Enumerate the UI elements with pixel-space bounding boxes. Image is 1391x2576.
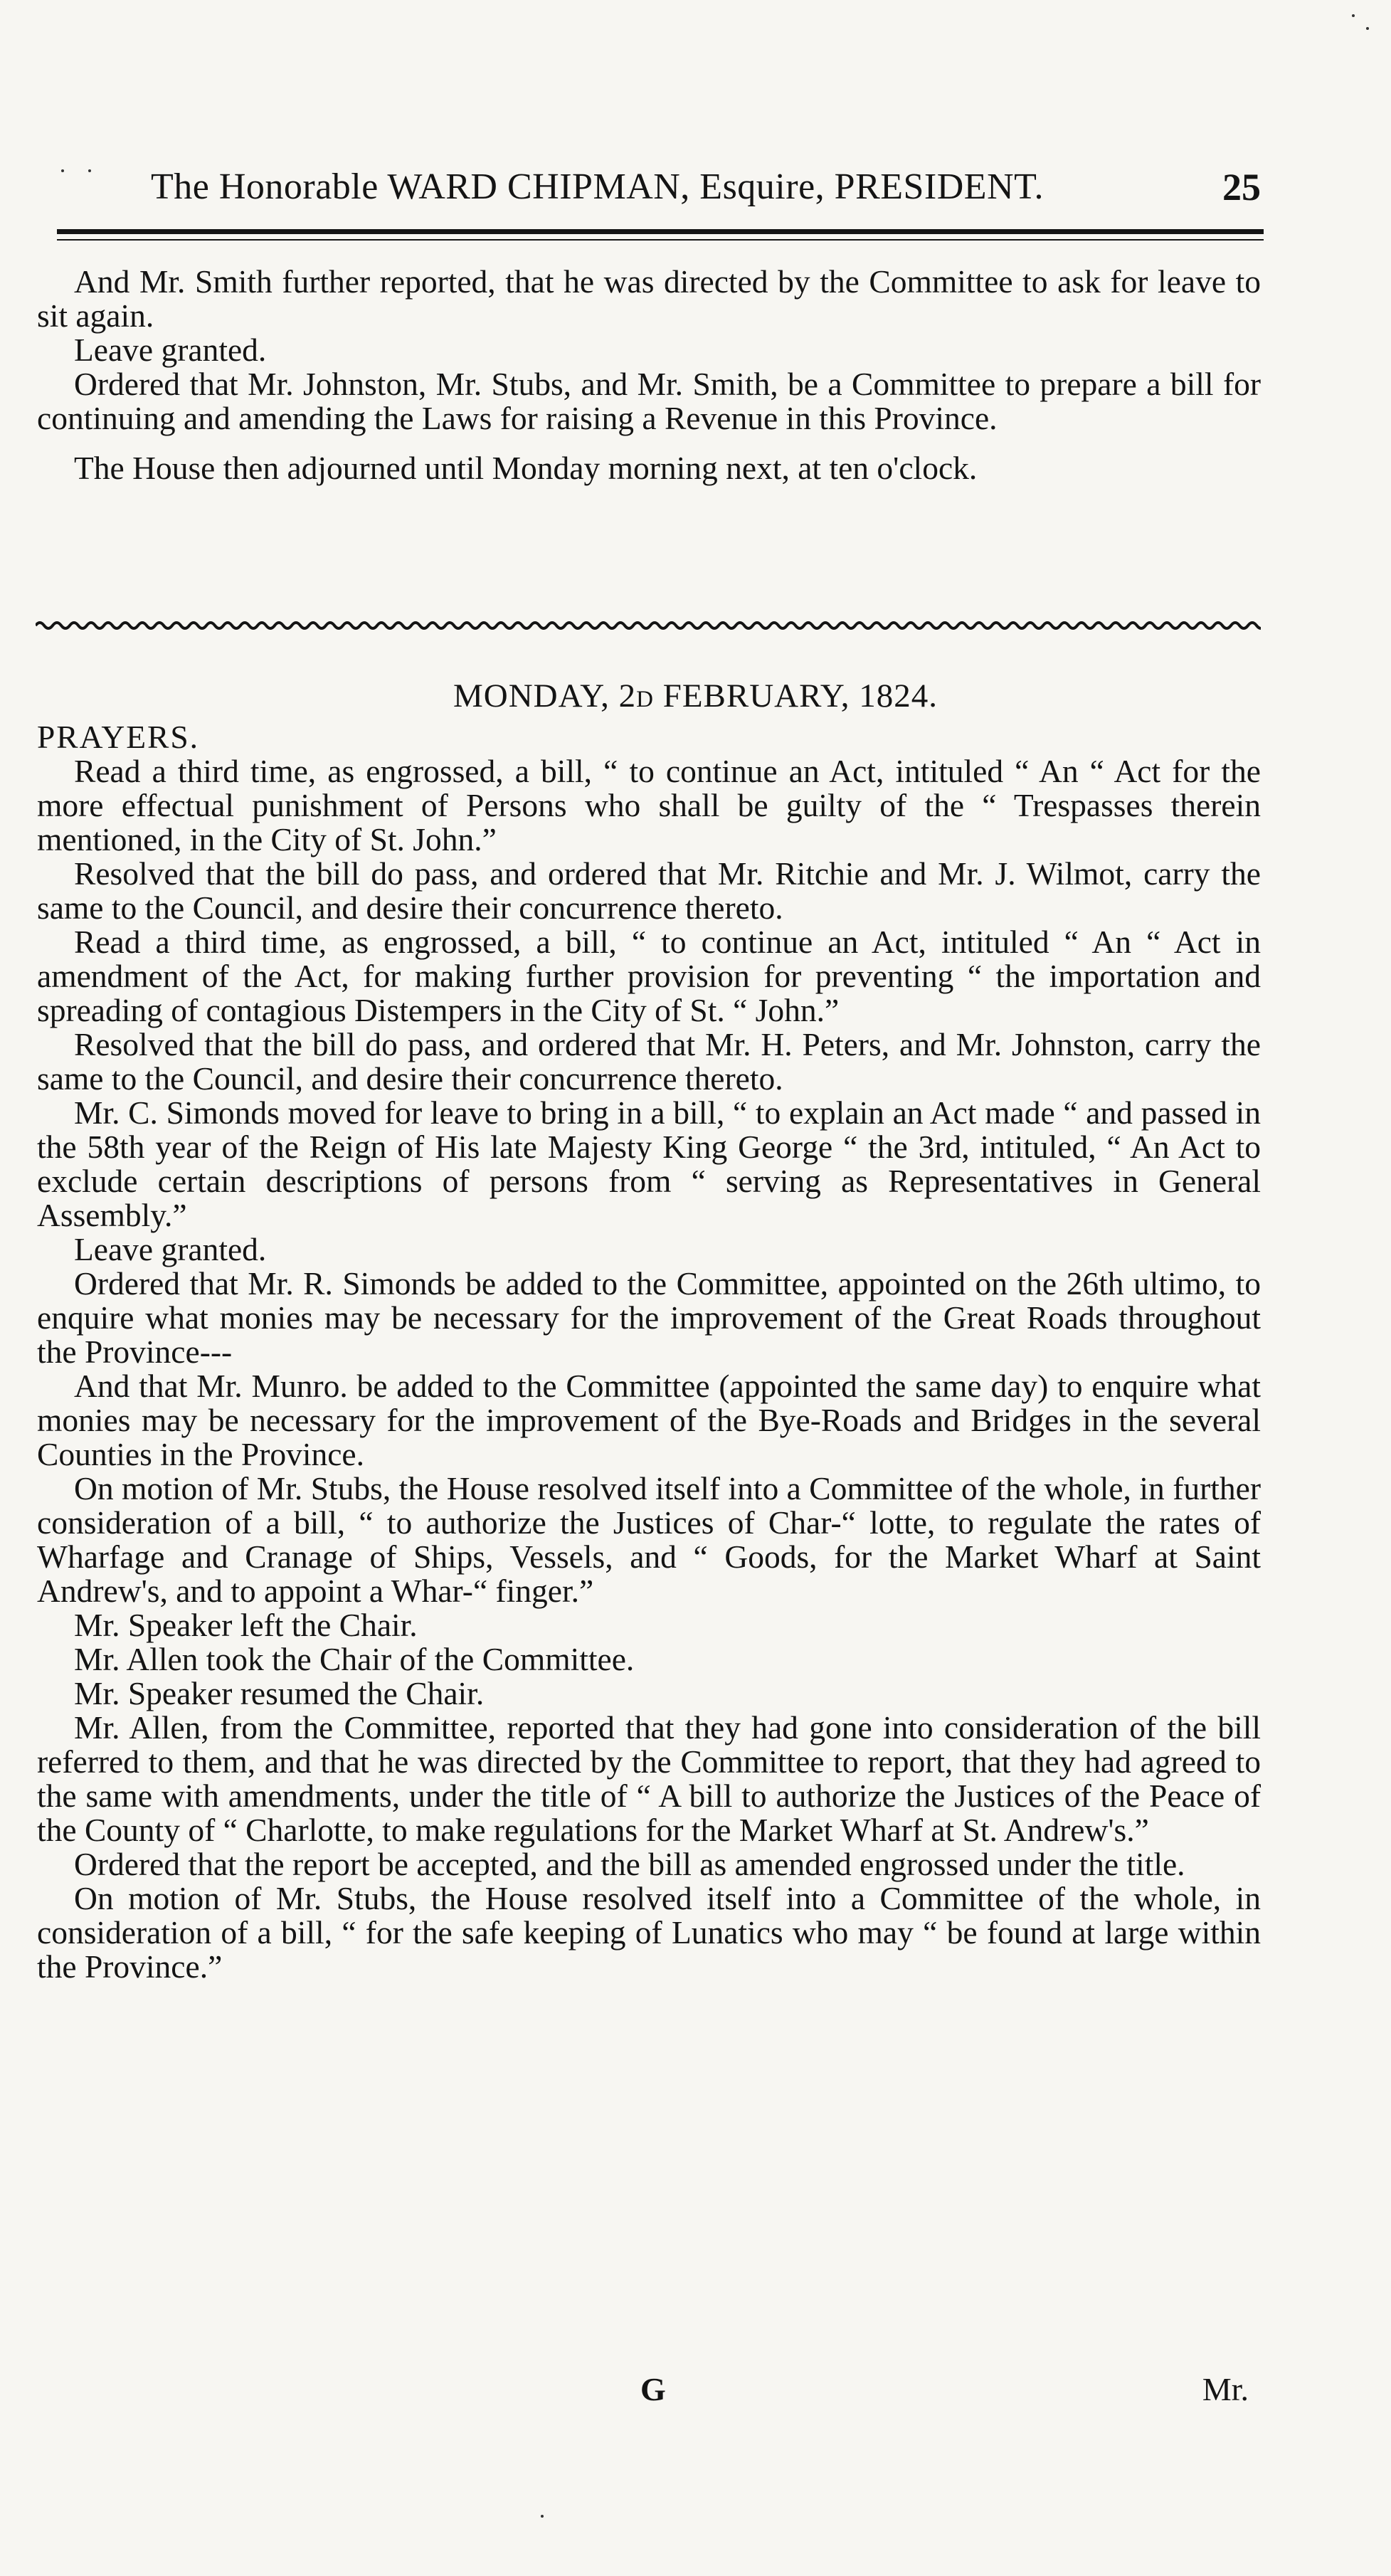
running-title: The Honorable WARD CHIPMAN, Esquire, PRESIDENT. — [151, 167, 1044, 207]
header-rule-thin — [57, 239, 1264, 241]
catchword: Mr. — [1202, 2371, 1249, 2407]
paragraph: Ordered that Mr. R. Simonds be added to the Committee, appointed on the 26th ultimo, to enquire what monies may be necessary for the improvement of the Great Roads throughout the Province--- — [37, 1265, 1261, 1370]
page-number: 25 — [1222, 166, 1261, 208]
running-header — [151, 162, 1261, 212]
page-speck — [1352, 14, 1355, 17]
paragraph: Mr. Speaker resumed the Chair. — [74, 1675, 485, 1711]
paragraph: Mr. Allen took the Chair of the Committee. — [74, 1641, 635, 1677]
paragraph: Ordered that Mr. Johnston, Mr. Stubs, and Mr. Smith, be a Committee to prepare a bill for continuing and amending the Laws for raising a Revenue in this Province. — [37, 366, 1261, 436]
proceedings-section — [37, 720, 1261, 1984]
paragraph: Leave granted. — [74, 1231, 267, 1267]
paragraph: Mr. Allen, from the Committee, reported that they had gone into consideration of the bill referred to them, and that he was directed by the Committee to report, that they had agreed to the same with amendments, under the title of “ A bill to authorize the Justices of the Peace of the County of “ Charlotte, to make regulations for the Market Wharf at St. Andrew's.” — [37, 1709, 1261, 1848]
paragraph: Read a third time, as engrossed, a bill, “ to continue an Act, intituled “ An “ Act in amendment of the Act, for making further provision for preventing “ the importation and spreading of contagious Distempers in the City of St. “ John.” — [37, 924, 1261, 1028]
paragraph: On motion of Mr. Stubs, the House resolved itself into a Committee of the whole, in further consideration of a bill, “ to authorize the Justices of Char-“ lotte, to regulate the rates of Wharfage and Cranage of Ships, Vessels, and “ Goods, for the Market Wharf at Saint Andrew's, and to appoint a Whar-“ finger.” — [37, 1470, 1261, 1609]
signature-mark: G — [640, 2371, 666, 2407]
page-speck — [88, 169, 91, 172]
page-speck — [61, 169, 64, 172]
paragraph: Mr. Speaker left the Chair. — [74, 1607, 418, 1643]
paragraph: Read a third time, as engrossed, a bill, “ to continue an Act, intituled “ An “ Act for the more effectual punishment of Persons who shall be guilty of the “ Trespasses therein mentioned, in the City of St. John.” — [37, 753, 1261, 857]
paragraph: Ordered that the report be accepted, and the bill as amended engrossed under the title. — [74, 1846, 1185, 1882]
paragraph: On motion of Mr. Stubs, the House resolved itself into a Committee of the whole, in consideration of a bill, “ for the safe keeping of Lunatics who may “ be found at large within the Province.” — [37, 1880, 1261, 1985]
page-speck — [541, 2515, 544, 2518]
header-rule-thick — [57, 229, 1264, 234]
paragraph: The House then adjourned until Monday morning next, at ten o'clock. — [74, 450, 978, 486]
paragraph: Leave granted. — [74, 332, 267, 368]
page-speck — [1366, 27, 1369, 30]
opening-section — [37, 265, 1261, 485]
paragraph: Mr. C. Simonds moved for leave to bring in a bill, “ to explain an Act made “ and passed in the 58th year of the Reign of His late Majesty King George “ the 3rd, intituled, “ An Act to exclude certain descriptions of persons from “ serving as Representatives in General Assembly.” — [37, 1094, 1261, 1233]
paragraph: Resolved that the bill do pass, and ordered that Mr. H. Peters, and Mr. Johnston, carry the same to the Council, and desire their concurrence thereto. — [37, 1026, 1261, 1097]
date-heading: MONDAY, 2d FEBRUARY, 1824. — [453, 677, 938, 714]
paragraph: And that Mr. Munro. be added to the Committee (appointed the same day) to enquire what monies may be necessary for the improvement of the Bye-Roads and Bridges in the several Counties in the Province. — [37, 1368, 1261, 1472]
paragraph: And Mr. Smith further reported, that he was directed by the Committee to ask for leave to sit again. — [37, 263, 1261, 334]
wavy-divider — [36, 618, 1261, 633]
paragraph: Resolved that the bill do pass, and ordered that Mr. Ritchie and Mr. J. Wilmot, carry the same to the Council, and desire their concurrence thereto. — [37, 855, 1261, 926]
prayers-label: PRAYERS. — [37, 719, 200, 755]
